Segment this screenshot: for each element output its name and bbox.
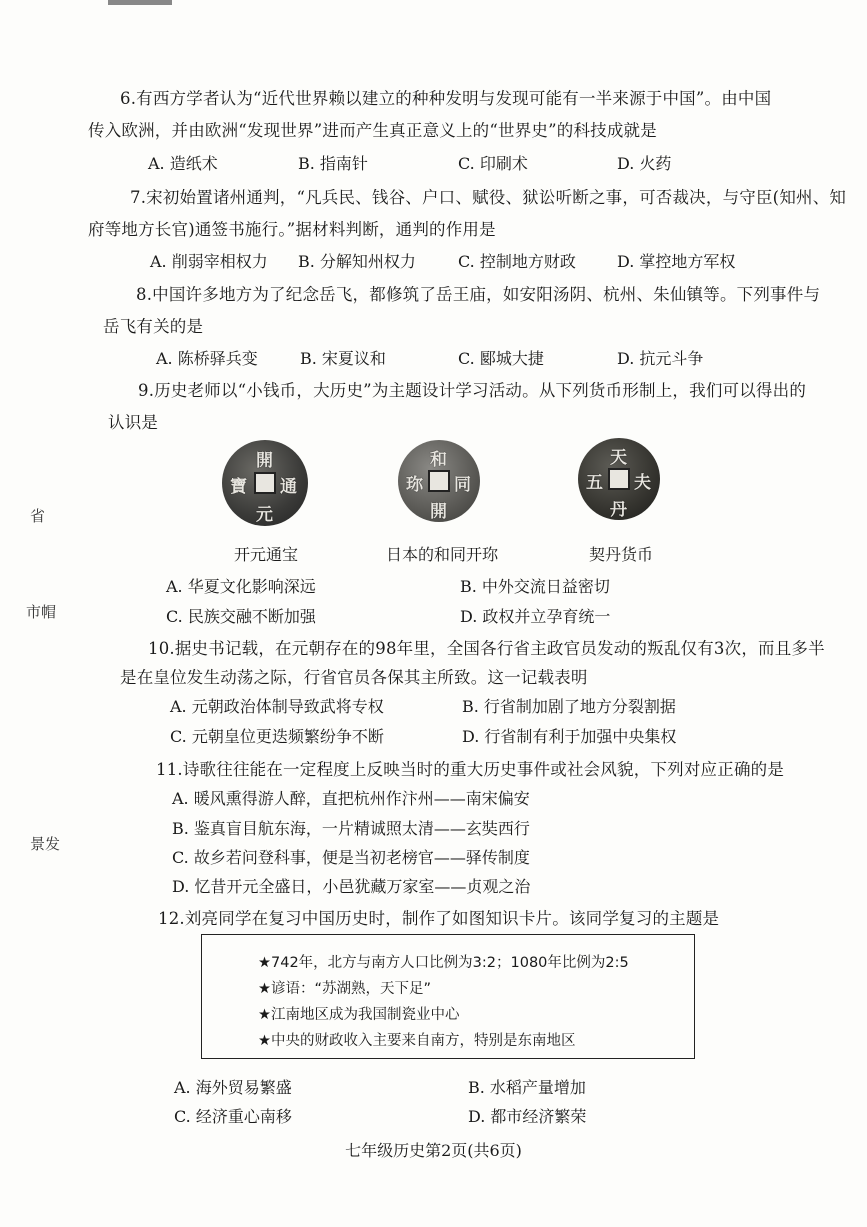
coin-char: 元 [256,505,273,525]
q12-option-a: A. 海外贸易繁盛 [174,1078,292,1097]
q12-option-d: D. 都市经济繁荣 [468,1107,587,1126]
q7-line-2: 府等地方长官)通签书施行。”据材料判断，通判的作用是 [88,220,496,239]
q8-option-d: D. 抗元斗争 [617,349,704,368]
margin-mark: 景发 [30,835,61,853]
q10-line-1: 10.据史书记载，在元朝存在的98年里，全国各行省主政官员发动的叛乱仅有3次，而且多半 [148,639,825,658]
q9-option-c: C. 民族交融不断加强 [166,607,316,626]
page-footer: 七年级历史第2页(共6页) [345,1141,522,1160]
margin-mark: 省 [30,507,46,525]
q11-option-d: D. 忆昔开元全盛日，小邑犹藏万家室——贞观之治 [172,877,531,896]
card-line-3: ★江南地区成为我国制瓷业中心 [258,1007,460,1023]
q7-line-1: 7.宋初始置诸州通判，“凡兵民、钱谷、户口、赋役、狱讼听断之事，可否裁决，与守臣(知州、知 [130,188,847,207]
coin-char: 天 [610,448,627,468]
q9-option-b: B. 中外交流日益密切 [460,577,610,596]
coin-char: 寶 [230,477,247,497]
card-line-2: ★谚语：“苏湖熟，天下足” [258,981,432,997]
q6-option-c: C. 印刷术 [458,154,528,173]
q9-option-a: A. 华夏文化影响深远 [166,577,316,596]
khitan-coin-image [578,438,660,520]
coin-char: 夫 [634,473,651,493]
q8-option-b: B. 宋夏议和 [300,349,386,368]
q10-option-d: D. 行省制有利于加强中央集权 [462,727,677,746]
q8-option-a: A. 陈桥驿兵变 [156,349,258,368]
q6-option-b: B. 指南针 [298,154,368,173]
q7-option-d: D. 掌控地方军权 [617,252,736,271]
coin-char: 和 [430,450,447,470]
q10-option-b: B. 行省制加剧了地方分裂割据 [462,697,676,716]
q6-option-d: D. 火药 [617,154,672,173]
coin-caption-3: 契丹货币 [589,545,654,564]
q11-line-1: 11.诗歌往往能在一定程度上反映当时的重大历史事件或社会风貌，下列对应正确的是 [156,760,785,779]
q9-line-2: 认识是 [108,413,159,432]
q6-option-a: A. 造纸术 [148,154,218,173]
q7-option-b: B. 分解知州权力 [298,252,416,271]
coin-char: 通 [280,477,297,497]
coin-caption-1: 开元通宝 [234,545,299,564]
card-line-4: ★中央的财政收入主要来自南方，特别是东南地区 [258,1033,576,1049]
card-line-1: ★742年，北方与南方人口比例为3:2；1080年比例为2:5 [258,955,629,971]
q7-option-a: A. 削弱宰相权力 [150,252,268,271]
q12-option-b: B. 水稻产量增加 [468,1078,586,1097]
coin-char: 五 [586,473,603,493]
q9-option-d: D. 政权并立孕育统一 [460,607,611,626]
q10-option-a: A. 元朝政治体制导致武将专权 [170,697,384,716]
coin-caption-2: 日本的和同开珎 [386,545,499,564]
wadokaichin-coin-image [398,440,480,522]
q6-line-2: 传入欧洲，并由欧洲“发现世界”进而产生真正意义上的“世界史”的科技成就是 [88,121,657,140]
q8-option-c: C. 郾城大捷 [458,349,544,368]
coin-char: 珎 [406,475,423,495]
coin-char: 同 [454,475,471,495]
q7-option-c: C. 控制地方财政 [458,252,576,271]
q11-option-a: A. 暖风熏得游人醉，直把杭州作汴州——南宋偏安 [172,789,530,808]
q11-option-c: C. 故乡若问登科事，便是当初老榜官——驿传制度 [172,848,530,867]
coin-char: 開 [430,502,447,522]
q10-line-2: 是在皇位发生动荡之际，行省官员各保其主所致。这一记载表明 [120,668,588,687]
q6-line-1: 6.有西方学者认为“近代世界赖以建立的种种发明与发现可能有一半来源于中国”。由中国 [120,89,772,108]
coin-char: 丹 [610,500,627,520]
q8-line-1: 8.中国许多地方为了纪念岳飞，都修筑了岳王庙，如安阳汤阴、杭州、朱仙镇等。下列事件与 [136,285,821,304]
q12-line-1: 12.刘亮同学在复习中国历史时，制作了如图知识卡片。该同学复习的主题是 [158,909,720,928]
q9-line-1: 9.历史老师以“小钱币，大历史”为主题设计学习活动。从下列货币形制上，我们可以得出的 [138,381,807,400]
q12-option-c: C. 经济重心南移 [174,1107,292,1126]
top-edge-mark [108,0,172,5]
kaiyuan-coin-image [222,440,308,526]
q11-option-b: B. 鉴真盲目航东海，一片精诚照太清——玄奘西行 [172,819,530,838]
q8-line-2: 岳飞有关的是 [103,317,204,336]
margin-mark: 市帽 [26,603,57,621]
knowledge-card [201,934,695,1059]
coin-char: 開 [256,451,273,471]
q10-option-c: C. 元朝皇位更迭频繁纷争不断 [170,727,384,746]
